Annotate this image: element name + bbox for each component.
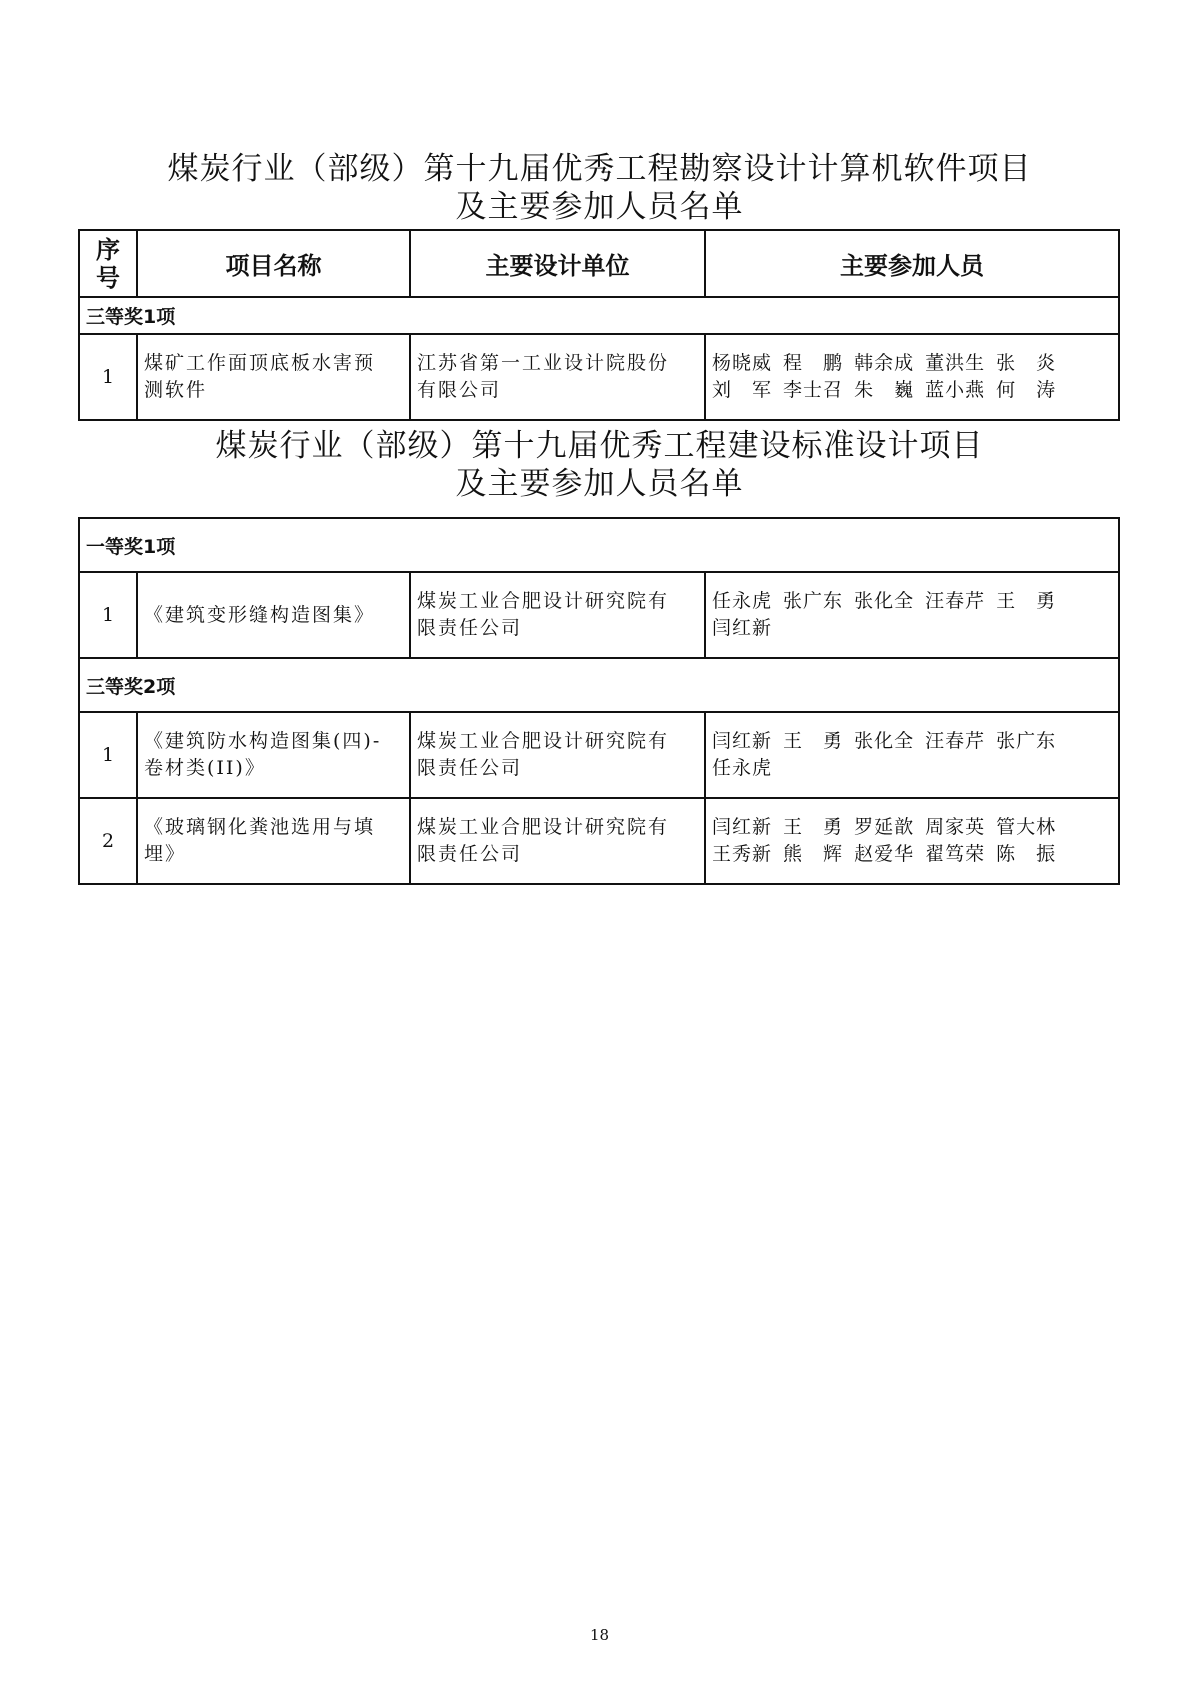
table-row: [79, 334, 1119, 420]
header-seq: [79, 230, 137, 297]
design-unit-cell: [410, 712, 705, 798]
table-row: [79, 798, 1119, 884]
participants-line: 刘 军 李士召 朱 巍 蓝小燕 何 涛: [712, 379, 1057, 401]
title-line: 煤炭行业（部级）第十九届优秀工程勘察设计计算机软件项目: [167, 151, 1032, 187]
design-unit-line: 煤炭工业合肥设计研究院有: [417, 816, 670, 838]
project-name-cell: [137, 712, 410, 798]
header-seq-char-1: 序: [96, 235, 120, 264]
participants-line: 任永虎: [712, 757, 773, 779]
table-row: [79, 572, 1119, 658]
participants-line: 任永虎 张广东 张化全 汪春芹 王 勇: [712, 590, 1057, 612]
title-line: 煤炭行业（部级）第十九届优秀工程建设标准设计项目: [215, 428, 984, 464]
section-label: 三等奖2项: [79, 658, 1119, 712]
design-unit-line: 煤炭工业合肥设计研究院有: [417, 590, 670, 612]
project-name-line: 《玻璃钢化粪池选用与填: [144, 816, 376, 838]
table-row: [79, 712, 1119, 798]
participants-line: 闫红新: [712, 617, 773, 639]
project-name-cell: [137, 572, 410, 658]
project-name-line: 埋》: [144, 843, 187, 865]
table-header-row: [79, 230, 1119, 297]
participants-cell: [705, 334, 1119, 420]
page-number: 18: [589, 1626, 610, 1644]
participants-line: 闫红新 王 勇 罗延歆 周家英 管大林: [712, 816, 1057, 838]
participants-cell: [705, 798, 1119, 884]
design-unit-line: 限责任公司: [417, 617, 523, 639]
project-name-line: 《建筑防水构造图集(四)-: [144, 730, 382, 752]
title-line: 及主要参加人员名单: [455, 189, 744, 225]
section-row: [79, 518, 1119, 572]
section-row: [79, 297, 1119, 334]
section-label: 三等奖1项: [79, 297, 1119, 334]
document-title-software: [0, 150, 1199, 226]
participants-cell: [705, 572, 1119, 658]
participants-line: 杨晓威 程 鹏 韩余成 董洪生 张 炎: [712, 352, 1057, 374]
project-name-line: 测软件: [144, 379, 208, 401]
design-unit-line: 限责任公司: [417, 757, 523, 779]
design-unit-cell: [410, 572, 705, 658]
design-unit-line: 限责任公司: [417, 843, 523, 865]
project-name-line: 《建筑变形缝构造图集》: [144, 603, 376, 626]
standards-awards-table: [78, 517, 1120, 885]
design-unit-cell: [410, 798, 705, 884]
design-unit-line: 煤炭工业合肥设计研究院有: [417, 730, 670, 752]
row-number: 1: [79, 572, 137, 658]
project-name-cell: [137, 798, 410, 884]
design-unit-line: 有限公司: [417, 379, 502, 401]
row-number: 2: [79, 798, 137, 884]
header-participants: 主要参加人员: [705, 230, 1119, 297]
participants-cell: [705, 712, 1119, 798]
document-title-standards: [0, 427, 1199, 503]
header-seq-char-2: 号: [96, 263, 120, 292]
participants-line: 闫红新 王 勇 张化全 汪春芹 张广东: [712, 730, 1057, 752]
participants-line: 王秀新 熊 辉 赵爱华 翟笃荣 陈 振: [712, 843, 1057, 865]
design-unit-line: 江苏省第一工业设计院股份: [417, 352, 670, 374]
project-name-line: 煤矿工作面顶底板水害预: [144, 352, 376, 374]
project-name-line: 卷材类(II)》: [144, 757, 266, 779]
row-number: 1: [79, 334, 137, 420]
title-line: 及主要参加人员名单: [455, 466, 744, 502]
row-number: 1: [79, 712, 137, 798]
header-design-unit: 主要设计单位: [410, 230, 705, 297]
header-project-name: 项目名称: [137, 230, 410, 297]
section-label: 一等奖1项: [79, 518, 1119, 572]
software-awards-table: [78, 229, 1120, 421]
project-name-cell: [137, 334, 410, 420]
section-row: [79, 658, 1119, 712]
design-unit-cell: [410, 334, 705, 420]
